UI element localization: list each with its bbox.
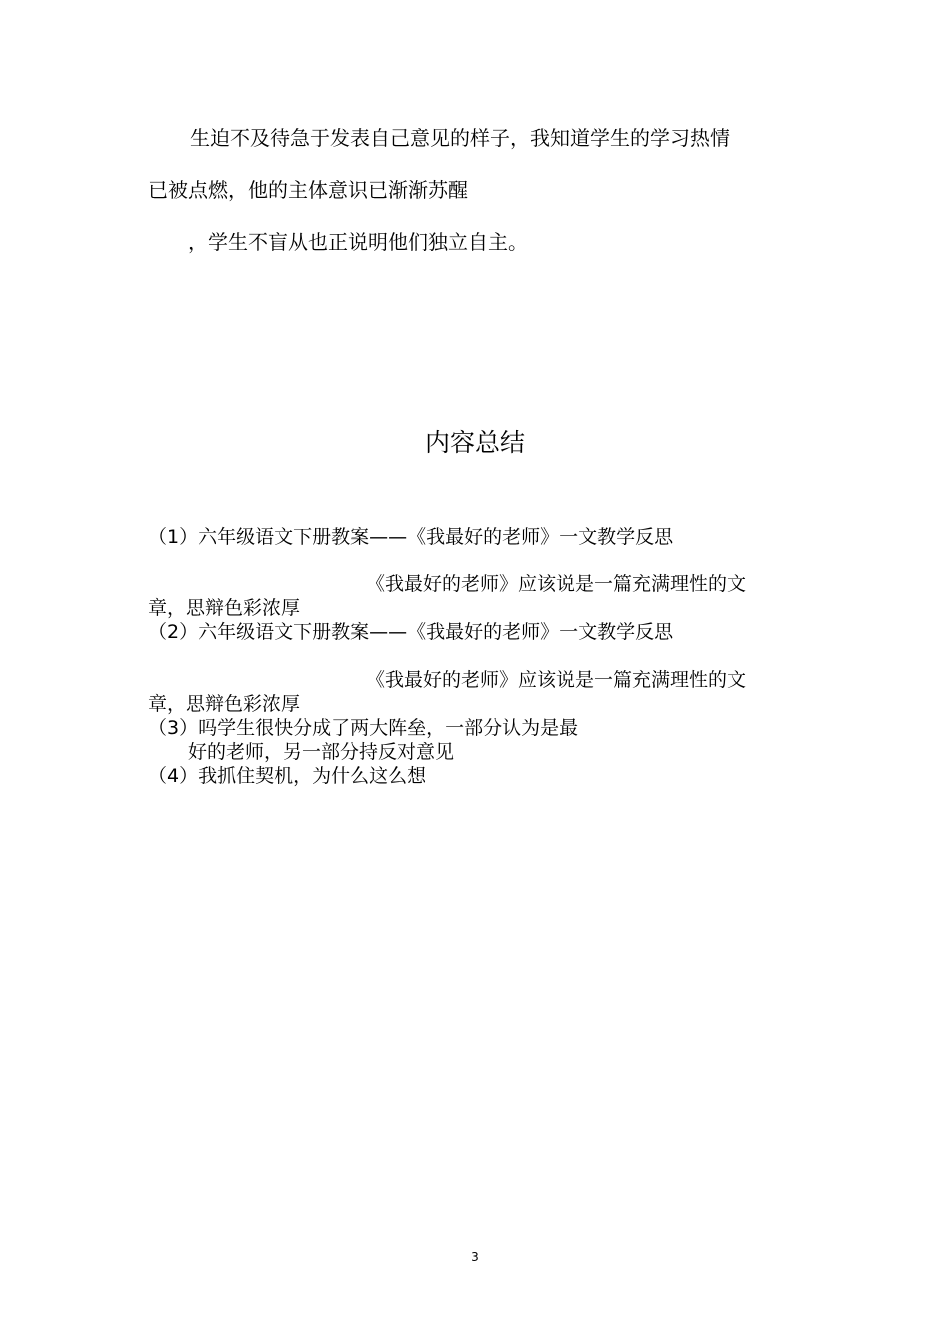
summary-item-line: （2）六年级语文下册教案——《我最好的老师》一文教学反思 [148, 621, 674, 643]
summary-item-line: （3）吗学生很快分成了两大阵垒，一部分认为是最 [148, 717, 579, 739]
summary-item-line: （1）六年级语文下册教案——《我最好的老师》一文教学反思 [148, 526, 674, 548]
summary-title: 内容总结 [424, 428, 525, 457]
body-line: ，学生不盲从也正说明他们独立自主。 [188, 230, 528, 254]
summary-item-line: （4）我抓住契机，为什么这么想 [148, 765, 427, 787]
body-line: 已被点燃，他的主体意识已渐渐苏醒 [148, 178, 468, 202]
body-line: 生迫不及待急于发表自己意见的样子，我知道学生的学习热情 [190, 126, 730, 150]
summary-item-line: 章，思辩色彩浓厚 [148, 597, 301, 619]
summary-item-line: 《我最好的老师》应该说是一篇充满理性的文 [366, 669, 747, 691]
summary-item-line: 好的老师，另一部分持反对意见 [188, 741, 455, 763]
summary-item-line: 《我最好的老师》应该说是一篇充满理性的文 [366, 573, 747, 595]
summary-item-line: 章，思辩色彩浓厚 [148, 693, 301, 715]
page-number: 3 [471, 1250, 479, 1264]
